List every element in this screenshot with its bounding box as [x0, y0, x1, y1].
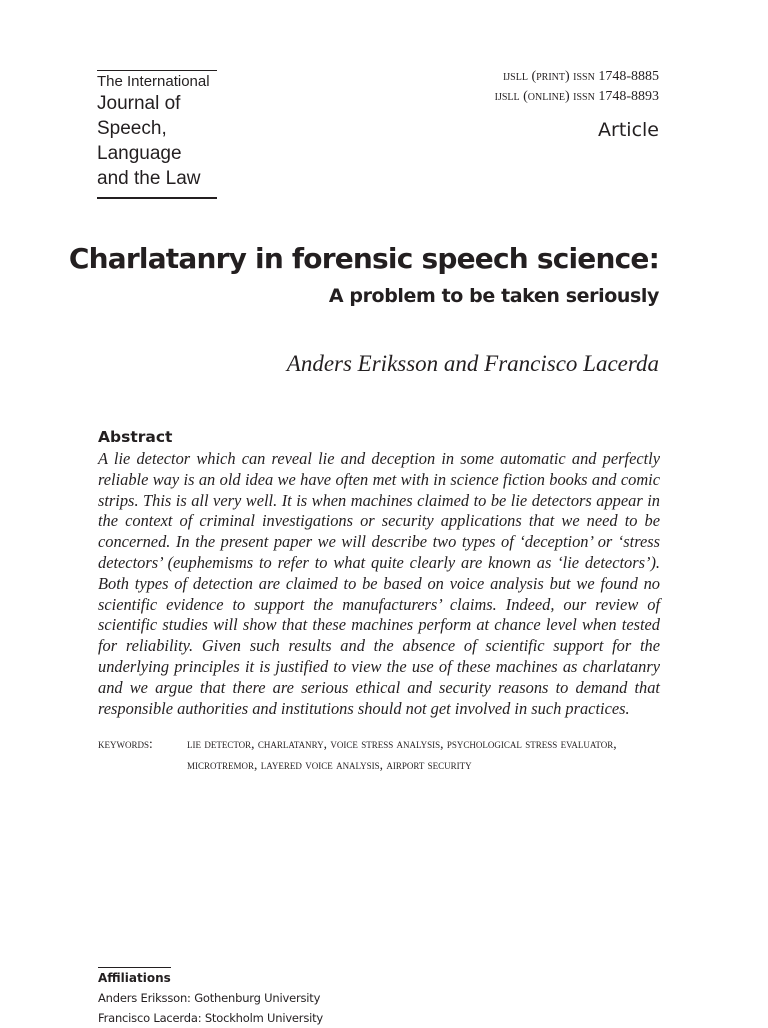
journal-name-line: Journal of: [97, 93, 181, 114]
issn-block: [495, 67, 659, 107]
journal-name-block: [97, 70, 217, 199]
affiliation-line: Francisco Lacerda: Stockholm University: [98, 1011, 324, 1025]
affiliation-line: Anders Eriksson: Gothenburg University: [98, 991, 321, 1005]
journal-name-line: Speech,: [97, 118, 167, 139]
paper-subtitle: A problem to be taken seriously: [328, 285, 659, 307]
keywords-block: [98, 733, 660, 775]
abstract-heading: Abstract: [98, 428, 173, 446]
affiliations-heading: Affiliations: [98, 967, 171, 988]
article-type-label: Article: [598, 119, 659, 141]
issn-print: ijsll (print) issn 1748-8885: [502, 69, 659, 84]
journal-name-line: and the Law: [97, 168, 201, 189]
journal-name-line: The International: [97, 73, 210, 90]
journal-name-line: Language: [97, 143, 182, 164]
affiliations-block: [98, 967, 323, 1028]
paper-title: Charlatanry in forensic speech science:: [68, 242, 659, 275]
issn-online: ijsll (online) issn 1748-8893: [494, 89, 659, 104]
abstract-text: A lie detector which can reveal lie and deception in some automatic and perfectly reliable way is an old idea we have often met with in science fiction books and comic strips. This is all very well. It is when machines claimed to be lie detectors appear in the context of criminal investigations or security applications that we need to be concerned. In the present paper we will describe two types of ‘deception’ or ‘stress detectors’ (euphemisms to refer to what quite clearly are known as ‘lie detectors’). Both types of detection are claimed to be based on voice analysis but we found no scientific evidence to support the manufacturers’ claims. Indeed, our review of scientific studies will show that these machines perform at chance level when tested for reliability. Given such results and the absence of scientific support for the underlying principles it is justified to view the use of these machines as charlatanry and we argue that there are serious ethical and security reasons to demand that responsible authorities and institutions should not get involved in such practices.: [98, 449, 660, 718]
keywords-text: lie detector, charlatanry, voice stress analysis, psychological stress evaluator, microtremor, layered voice analysis, airport security: [187, 736, 617, 772]
author-list: Anders Eriksson and Francisco Lacerda: [286, 351, 659, 376]
keywords-label: keywords:: [98, 736, 153, 751]
